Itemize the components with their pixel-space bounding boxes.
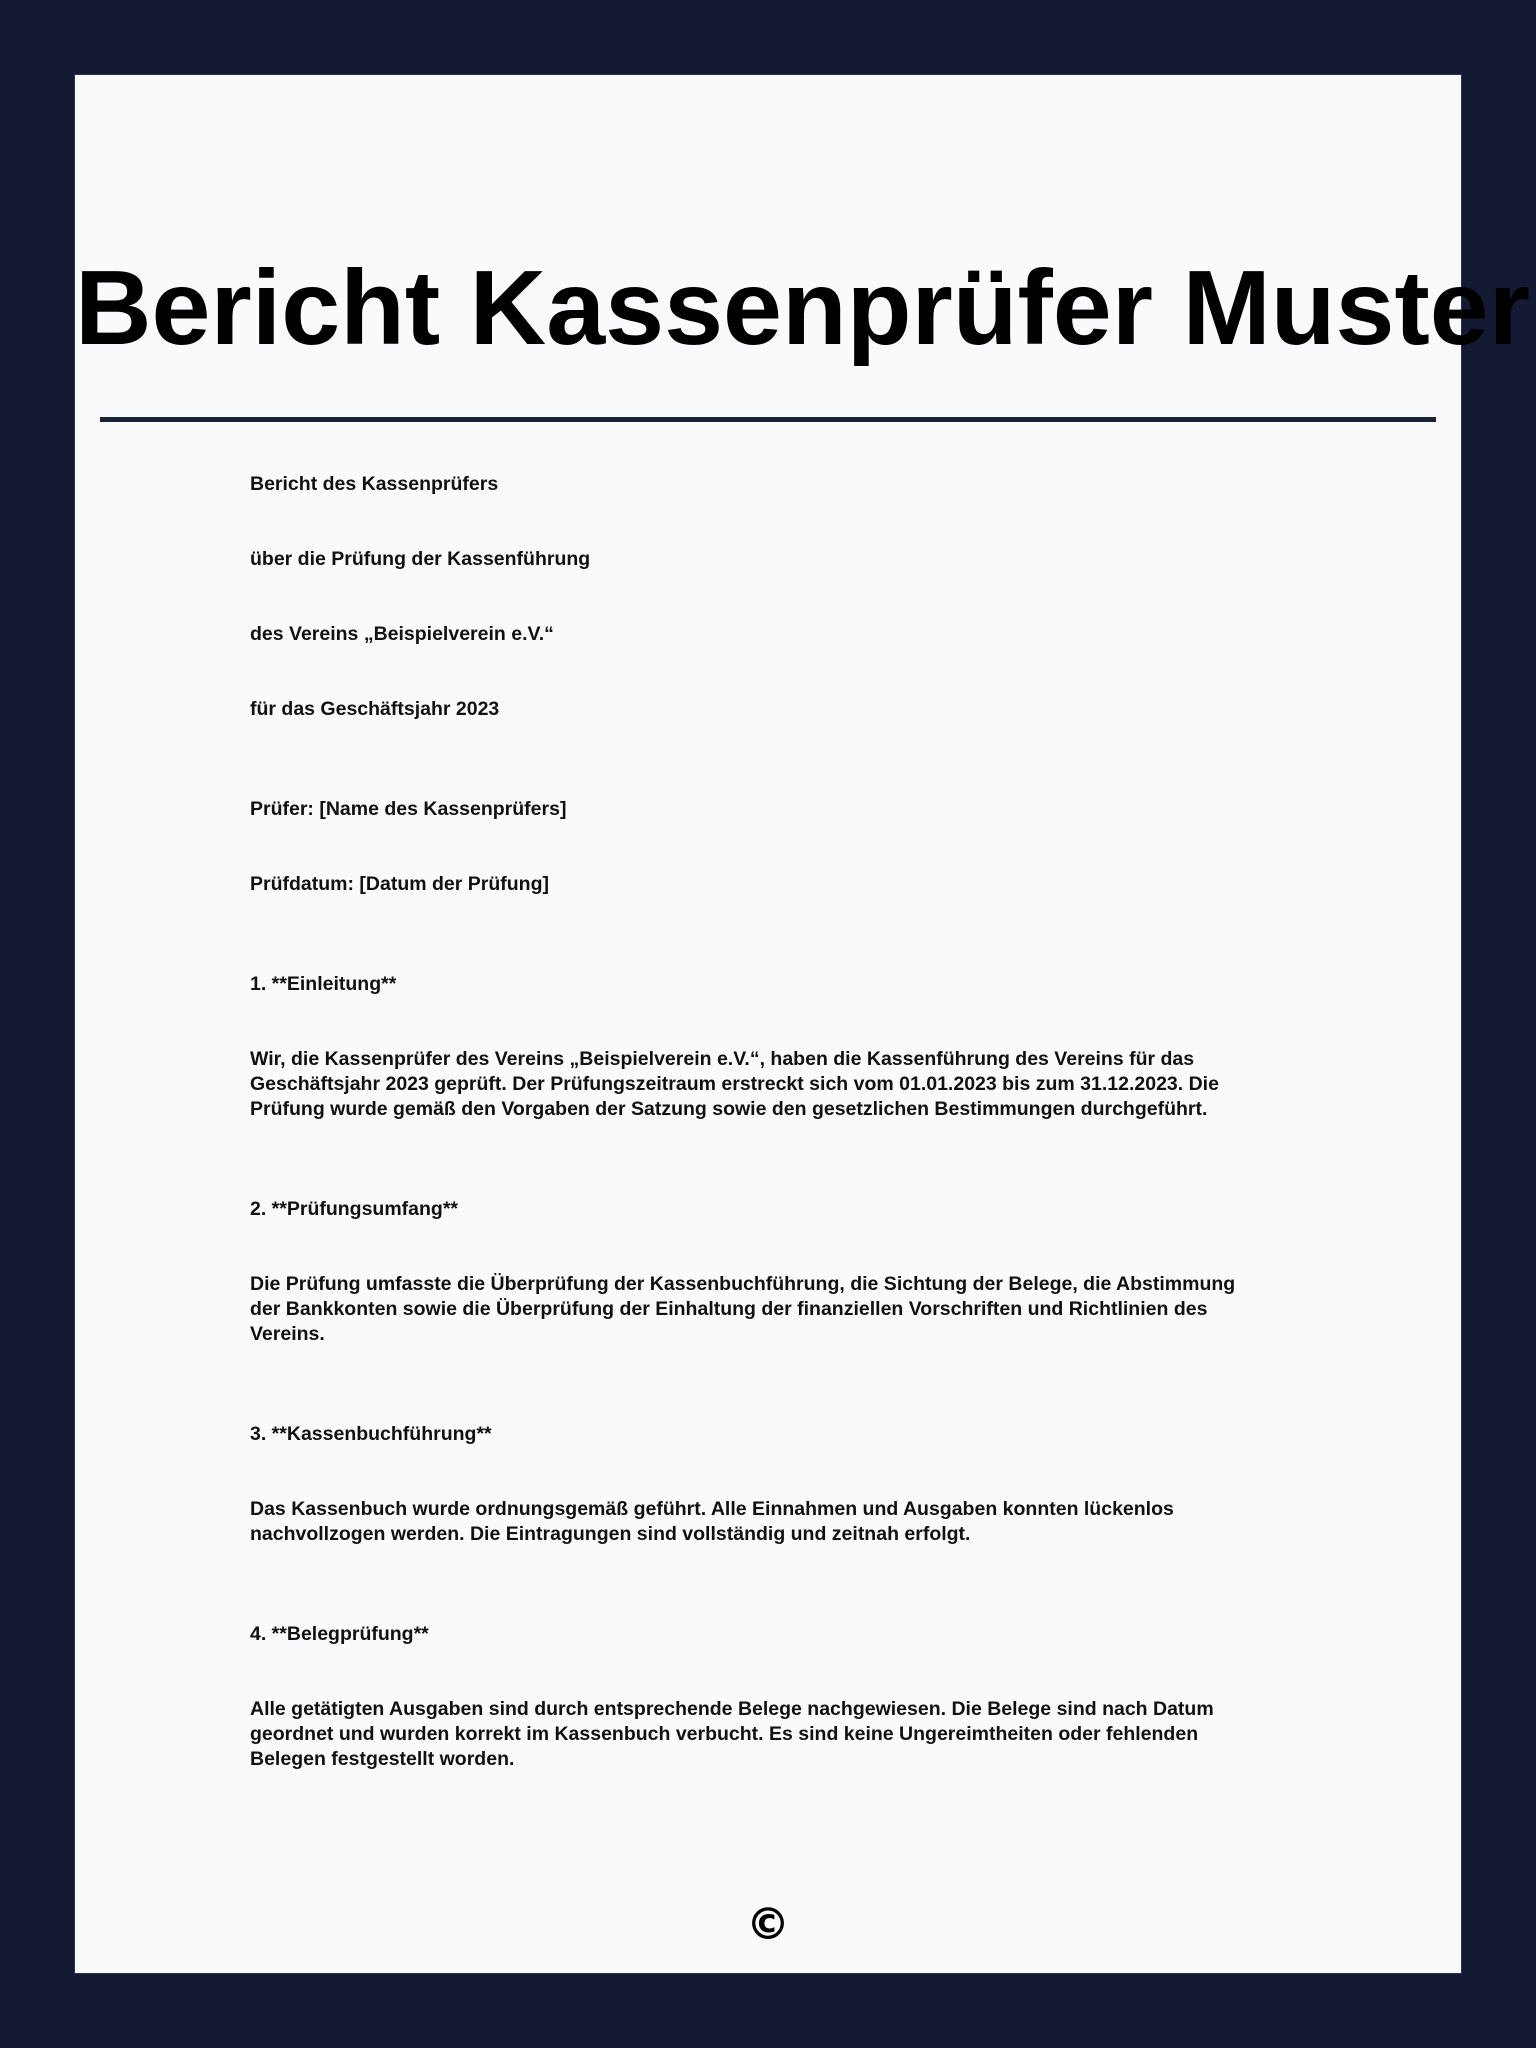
header-line-report: Bericht des Kassenprüfers xyxy=(250,473,499,495)
header-line-club: des Vereins „Beispielverein e.V.“ xyxy=(250,623,554,645)
section-heading-kassenbuchfuehrung: 3. **Kassenbuchführung** xyxy=(250,1423,492,1445)
auditor-line: Prüfer: [Name des Kassenprüfers] xyxy=(250,798,567,820)
audit-date-line: Prüfdatum: [Datum der Prüfung] xyxy=(250,873,549,895)
section-body-kassenbuchfuehrung: Das Kassenbuch wurde ordnungsgemäß geführt. Alle Einnahmen und Ausgaben konnten lückenlos nachvollzogen werden. Die Eintragungen sind vollständig und zeitnah erfolgt. xyxy=(250,1498,1174,1545)
page-title: Bericht Kassenprüfer Muster xyxy=(75,249,1530,367)
section-heading-pruefungsumfang: 2. **Prüfungsumfang** xyxy=(250,1198,459,1220)
header-line-year: für das Geschäftsjahr 2023 xyxy=(250,698,500,720)
section-body-einleitung: Wir, die Kassenprüfer des Vereins „Beispielverein e.V.“, haben die Kassenführung des Vereins für das Geschäftsjahr 2023 geprüft. Der Prüfungszeitraum erstreckt sich vom 01.01.2023 bis zum 31.12.2023. Die Prüfung wurde gemäß den Vorgaben der Satzung sowie den gesetzlichen Bestimmungen durchgeführt. xyxy=(250,1048,1219,1120)
section-body-belegpruefung: Alle getätigten Ausgaben sind durch entsprechende Belege nachgewiesen. Die Belege sind nach Datum geordnet und wurden korrekt im Kassenbuch verbucht. Es sind keine Ungereimtheiten oder fehlenden Belegen festgestellt worden. xyxy=(250,1698,1214,1770)
section-body-pruefungsumfang: Die Prüfung umfasste die Überprüfung der Kassenbuchführung, die Sichtung der Belege, die Abstimmung der Bankkonten sowie die Überprüfung der Einhaltung der finanziellen Vorschriften und Richtlinien des Vereins. xyxy=(250,1273,1236,1345)
header-line-subject: über die Prüfung der Kassenführung xyxy=(250,548,591,570)
document-page xyxy=(75,75,1530,1973)
copyright-icon: © xyxy=(746,1899,790,1950)
section-heading-einleitung: 1. **Einleitung** xyxy=(250,973,397,995)
section-heading-belegpruefung: 4. **Belegprüfung** xyxy=(250,1623,429,1645)
title-divider xyxy=(100,417,1436,422)
